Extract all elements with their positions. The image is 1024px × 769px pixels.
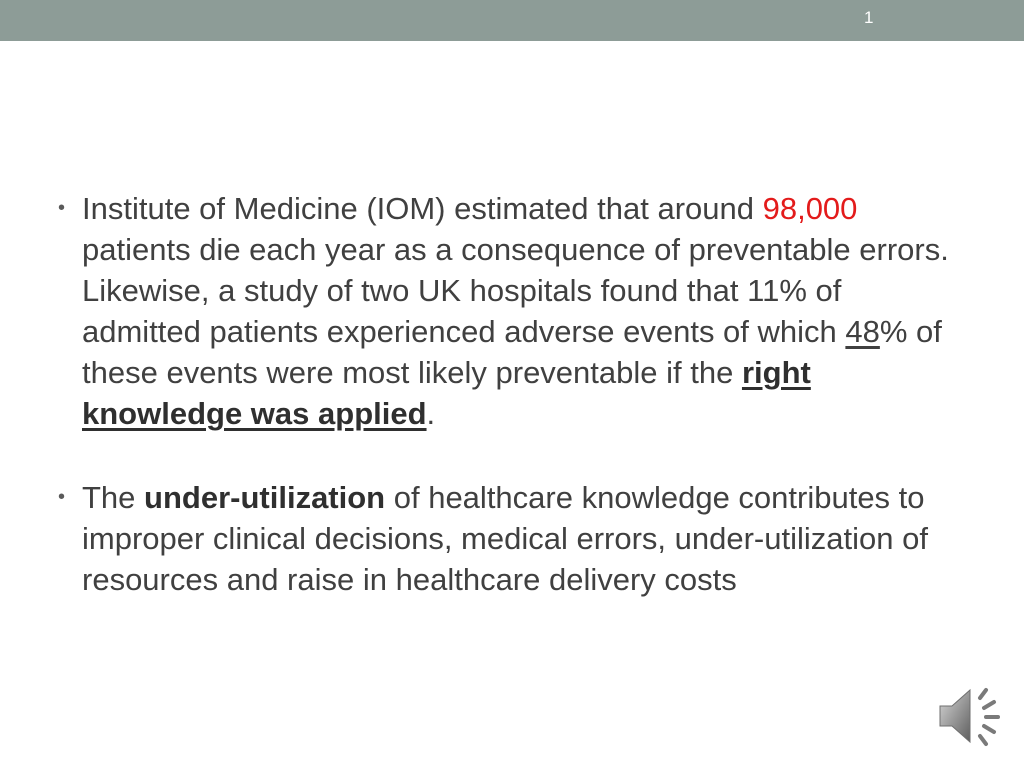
- bullet-text: of healthcare knowledge contributes to improper clinical decisions, medical errors, under-utilization of resources and raise in healthcare delivery costs: [82, 480, 928, 597]
- header-bar: [0, 0, 1024, 41]
- bullet-text: .: [426, 396, 436, 431]
- bullet-item: [58, 477, 958, 600]
- bullet-dot-icon: •: [58, 486, 66, 508]
- bullet-text: The: [82, 480, 145, 515]
- slide-body: [58, 188, 958, 600]
- underlined-percentage: 48: [845, 314, 880, 349]
- emphasis-phrase: right knowledge was applied: [82, 355, 811, 431]
- bullet-item: [58, 188, 958, 434]
- slide-number: 1: [864, 9, 874, 27]
- bullet-text: Institute of Medicine (IOM) estimated that around: [82, 191, 763, 226]
- speaker-icon[interactable]: [936, 684, 1006, 748]
- bullet-text: patients die each year as a consequence of preventable errors. Likewise, a study of two UK hospitals found that 11% of admitted patients experienced adverse events of which: [82, 232, 949, 349]
- bullet-text: % of these events were most likely preventable if the: [82, 314, 942, 390]
- emphasis-term: under-utilization: [144, 480, 386, 515]
- highlight-number: 98,000: [762, 191, 858, 226]
- bullet-dot-icon: •: [58, 197, 66, 219]
